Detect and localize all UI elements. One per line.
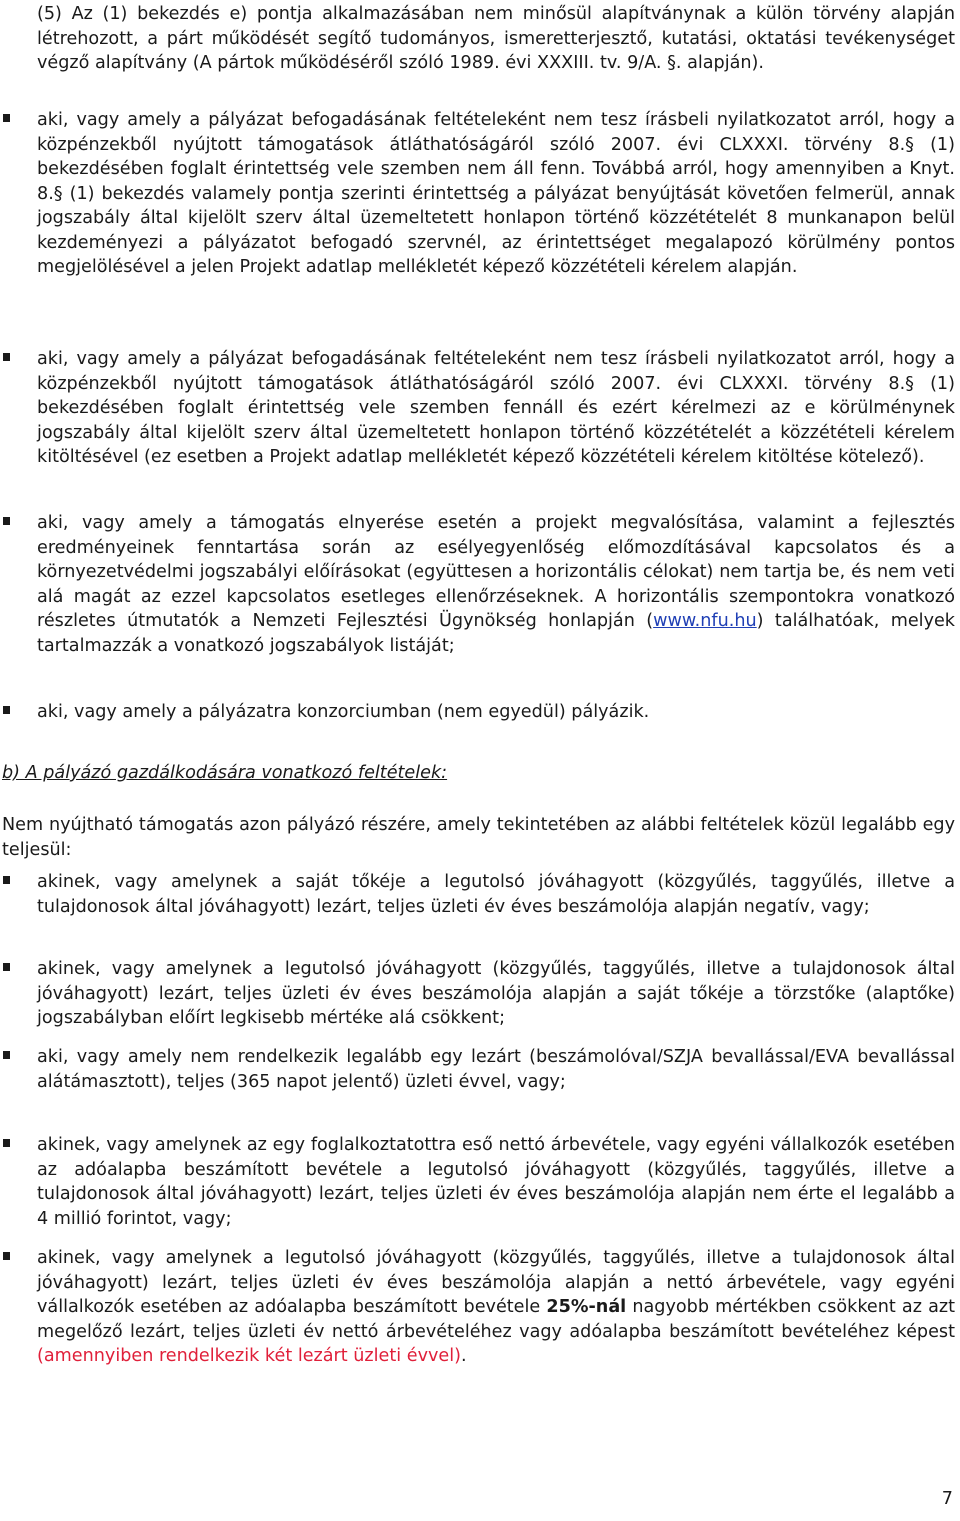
square-bullet-icon [3,963,10,971]
square-bullet-icon [3,114,10,122]
red-note: (amennyiben rendelkezik két lezárt üzleti évvel) [37,1346,461,1366]
square-bullet-icon [3,1139,10,1147]
nfu-link[interactable]: www.nfu.hu [653,611,757,631]
bullet-text: aki, vagy amely a támogatás elnyerése esetén a projekt megvalósítása, valamint a fejlesztés eredményeinek fenntartása során az esélyegyenlőség előmozdításával kapcsolatos és a környezetvédelmi jogszabályi előírásokat (együttesen a horizontális célokat) nem tartja be, és nem veti alá magát az ezzel kapcsolatos esetleges ellenőrzéseknek. A horizontális szempontokra vonatkozó részletes útmutatók a Nemzeti Fejlesztési Ügynökség honlapján (www.nfu.hu) találhatóak, melyek tartalmazzák a vonatkozó jogszabályok listáját; [37,513,955,656]
bullet-text: akinek, vagy amelynek a saját tőkéje a legutolsó jóváhagyott (közgyűlés, taggyűlés, illetve a tulajdonosok által jóváhagyott) lezárt, teljes üzleti év éves beszámolója alapján negatív, vagy; [37,872,955,917]
bullet-text: aki, vagy amely nem rendelkezik legalább egy lezárt (beszámolóval/SZJA bevallással/EVA bevallással alátámasztott), teljes (365 napot jelentő) üzleti évvel, vagy; [37,1047,955,1092]
bullet-text: akinek, vagy amelynek a legutolsó jóváhagyott (közgyűlés, taggyűlés, illetve a tulajdonosok által jóváhagyott) lezárt, teljes üzleti év éves beszámolója alapján a saját tőkéje a törzstőke (alaptőke) jogszabályban előírt legkisebb mértéke alá csökkent; [37,959,955,1028]
bullet-text: akinek, vagy amelynek az egy foglalkoztatottra eső nettó árbevétele, vagy egyéni vállalkozók esetében az adóalapba beszámított bevétele a legutolsó jóváhagyott (közgyűlés, taggyűlés, illetve a tulajdonosok által jóváhagyott) lezárt, teljes üzleti év éves beszámolója alapján nem érte el legalább a 4 millió forintot, vagy; [37,1135,955,1229]
bullet-text: akinek, vagy amelynek a legutolsó jóváhagyott (közgyűlés, taggyűlés, illetve a tulajdonosok által jóváhagyott) lezárt, teljes üzleti év éves beszámolója alapján a nettó árbevétele, vagy egyéni vállalkozók esetében az adóalapba beszámított bevétele 25%-nál nagyobb mértékben csökkent az azt megelőző lezárt, teljes üzleti év nettó árbevételéhez vagy adóalapba beszámított bevételéhez képest (amennyiben rendelkezik két lezárt üzleti évvel). [37,1248,955,1366]
bullet-item-a2 [0,347,955,470]
bullet-item-b1 [0,870,955,919]
section-b-paragraph: Nem nyújtható támogatás azon pályázó részére, amely tekintetében az alábbi feltételek közül legalább egy teljesül: [2,815,955,860]
bullet-item-a3 [0,511,955,658]
bullet-item-a1 [0,108,955,280]
bullet-text: aki, vagy amely a pályázat befogadásának feltételeként nem tesz írásbeli nyilatkozatot arról, hogy a közpénzekből nyújtott támogatások átláthatóságáról szóló 2007. évi CLXXXI. törvény 8.§ (1) bekezdésében foglalt érintettség vele szemben fennáll és ezért kérelmezi az e körülménynek jogszabály által kijelölt szerv által üzemeltetett honlapon történő közzétételét a közzétételi kérelem kitöltésével (ez esetben a Projekt adatlap mellékletét képező közzétételi kérelem kitöltése kötelező). [37,349,955,467]
square-bullet-icon [3,706,10,714]
bullet-text: aki, vagy amely a pályázat befogadásának feltételeként nem tesz írásbeli nyilatkozatot arról, hogy a közpénzekből nyújtott támogatások átláthatóságáról szóló 2007. évi CLXXXI. törvény 8.§ (1) bekezdésében foglalt érintettség vele szemben nem áll fenn. Továbbá arról, hogy amennyiben a Knyt. 8.§ (1) bekezdés valamely pontja szerinti érintettség a pályázat benyújtását követően felmerül, annak jogszabály által kijelölt szerv által üzemeltetett honlapon történő közzétételét 8 munkanapon belül kezdeményezi a pályázatot befogadó szervnél, az érintettséget megalapozó körülmény pontos megjelölésével a jelen Projekt adatlap mellékletét képező közzétételi kérelem alapján. [37,110,955,277]
intro-paragraph: (5) Az (1) bekezdés e) pontja alkalmazásában nem minősül alapítványnak a külön törvény alapján létrehozott, a párt működését segítő tudományos, ismeretterjesztő, kutatási, oktatási tevékenységet végző alapítvány (A pártok működéséről szóló 1989. évi XXXIII. tv. 9/A. §. alapján). [37,4,955,73]
bullet-item-b3 [0,1045,955,1094]
bullet-item-b4 [0,1133,955,1231]
bullet-item-b5 [0,1246,955,1369]
square-bullet-icon [3,1051,10,1059]
bold-percent: 25%-nál [546,1297,627,1317]
bullet-item-b2 [0,957,955,1031]
bullet-item-a4 [0,700,955,725]
square-bullet-icon [3,517,10,525]
square-bullet-icon [3,353,10,361]
bullet-text: aki, vagy amely a pályázatra konzorciumban (nem egyedül) pályázik. [37,702,650,722]
page-number: 7 [941,1489,953,1509]
section-heading-b: b) A pályázó gazdálkodására vonatkozó feltételek: [2,763,448,783]
square-bullet-icon [3,876,10,884]
square-bullet-icon [3,1252,10,1260]
